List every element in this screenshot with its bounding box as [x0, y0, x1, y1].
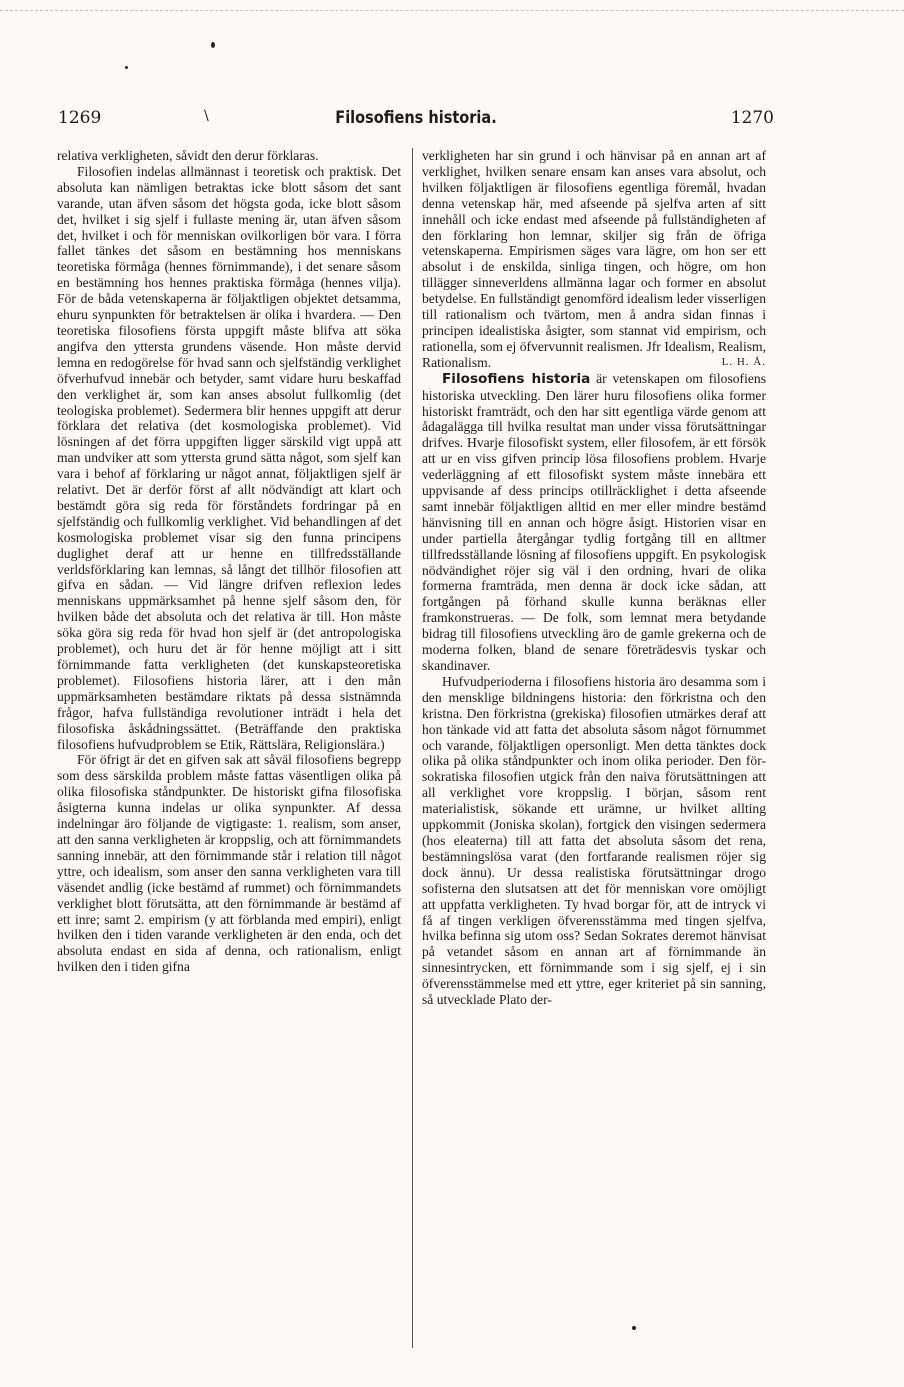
right-page-number: 1270	[730, 108, 774, 128]
paragraph	[422, 148, 766, 371]
header-mark: \	[204, 108, 209, 124]
left-column	[57, 148, 401, 975]
ink-speck	[632, 1326, 636, 1330]
paragraph: För öfrigt är det en gifven sak att såväl filosofiens begrepp som dess särskilda problem måste fattas väsentligen olika på olika filosofiska ståndpunkter. De historiskt gifna filosofiska åsigterna kunna indelas ur olika synpunkter. Af dessa indelningar äro följande de vigtigaste: 1. realism, som anser, att den sanna verkligheten är kroppslig, och att förnimmandets sanning innebär, att den förnimmande står i relation till något yttre, och idealism, som anser den sanna verkligheten vara till väsendet andlig (icke bestämd af rummet) och förnimmandets verklighet blott förutsätta, att den förnimmande är bestämd af ett inre; samt 2. empirism (y att förblanda med empiri), enligt hvilken den i tiden varande verkligheten är den enda, och det absoluta endast en sida af denna, och rationalism, enligt hvilken den i tiden gifna	[57, 752, 401, 975]
right-column	[422, 148, 766, 1008]
paragraph: Hufvudperioderna i filosofiens historia äro desamma som i den mensklige bildningens historia: den förkristna och den kristna. Den förkristna (grekiska) filosofien utmärkes deraf att hon tänkade vid att fatta det absoluta såsom något förnummet och varande, följaktligen opersonligt. Men detta tänktes dock olika på olika ståndpunkter och inom olika perioder. Den för-sokratiska filosofien utgick från den naiva förutsättningen att all verklighet vore kroppslig. I början, såsom rent materialistisk, sökande ett urämne, ur hvilket allting uppkommit (Joniska skolan), fortgick den visingen sedermera (hos eleaterna) till att fatta det absoluta såsom det rena, bestämningslösa varat (den fortfarande realismen röjer sig dock ännu). Ur dessa realistiska förutsättningar drogo sofisterna den slutsatsen att det för menniskan vore omöjligt att uppfatta verkligheten. Ty hvad borgar för, att de intryck vi få af tingen verkligen öfverensstämma med tingen sjelfva, hvilka befinna sig utom oss? Sedan Sokrates deremot hänvisat på vetandet såsom en annan art af förnimmande än sinnesintrycken, ett förnimmande som i sig sjelf, ej i sin öfverensstämmelse med ett yttre, eger kriteriet på sin sanning, så utvecklade Plato der-	[422, 673, 766, 1008]
paragraph: Filosofien indelas allmännast i teoretisk och praktisk. Det absoluta kan nämligen betraktas icke blott såsom det sant varande, utan äfven såsom det högsta goda, icke blott såsom det, hvilket i sig sjelf i fullaste mening är, utan äfven såsom det, hvilket i och för menniskan ovilkorligen bör vara. I förra fallet tänkes det såsom en bestämning hos menniskans teoretiska förmåga (hennes förnimmande), i det senare såsom en bestämning hos hennes praktiska förmåga (hennes vilja). För de båda vetenskaperna är följaktligen objektet detsamma, ehuru synpunkten för betraktelsen är olika i hvardera. — Den teoretiska filosofiens första uppgift måste blifva att söka angifva den yttersta grundens väsende. Hon måste dervid lemna en redogörelse för hvad sann och sjelfständig verklighet öfverhufvud innebär och betyder, samt vidare huru beskaffad den verklighet är, som kan anses absolut fullkomlig (det teologiska problemet). Sedermera blir hennes uppgift att derur förklara det relativa (det kosmologiska problemet). Vid lösningen af det förra uppgiften ligger särskild vigt uppå att man undviker att som yttersta grund sätta något, som sjelf kan vara i behof af förklaring ur något annat, följaktligen sjelf är relativt. Det är derför först af allt nödvändigt att klart och bestämdt göra sig reda för förståndets fordringar på en sjelfständig och fullkomlig verklighet. Vid behandlingen af det kosmologiska problemet visar sig den funna principens duglighet deraf att ur henne en tillfredsställande verldsförklaring kan lemnas, så långt det tillhör filosofien att gifva en sådan. — Vid längre drifven reflexion ledes menniskans uppmärksamhet på henne sjelf såsom den, för hvilken både det absoluta och det relativa är till. Hon måste söka göra sig reda för hvad hon sjelf är (det antropologiska problemet), och huru det är för henne möjligt att i sitt förnimmande fatta verkligheten (det kunskapsteoretiska problemet). Filosofiens historia lärer, att i den mån uppmärksamheten bestämdare riktats på dessa sistnämnda frågor, hafva fullständiga revolutioner inträdt i hela det filosofiska åskådningssättet. (Beträffande den praktiska filosofiens hufvudproblem se Etik, Rättslära, Religionslära.)	[57, 163, 401, 752]
left-page-number: 1269	[58, 108, 102, 128]
scan-edge-line	[0, 10, 904, 11]
article-heading: Filosofiens historia	[442, 370, 591, 387]
running-title: Filosofiens historia.	[335, 108, 497, 127]
article-paragraph	[422, 371, 766, 674]
author-signature: L. H. Å.	[721, 355, 766, 368]
ink-speck	[125, 66, 128, 69]
page-header	[58, 108, 774, 132]
paragraph-text: är vetenskapen om filosofiens historiska utveckling. Den lärer huru filosofiens olika former historiskt framträdt, och den har sitt egentliga värde genom att ådagalägga till hvilka resultat man under vissa förutsättningar drifves. Hvarje filosofiskt system, eller filosofem, är ett försök att ur en viss gifven princip lösa filosofiens problem. Hvarje vederläggning af ett filosofiskt system måste innebära ett uppvisande af dess princips otillräcklighet i detta afseende samt innebär följaktligen alltid en mer eller mindre bestämd hänvisning till en annan och högre åsigt. Historien visar en under partiella återgångar tydlig fortgång till en alltmer tillfredsställande lösning af filosofiens uppgift. En psykologisk nödvändighet röjer sig väl i den ordning, hvari de olika formerna framträda, men denna är dock icke sådan, att fortgången på förhand skulle kunna beräknas eller framkonstrueras. — De folk, som lemnat mera betydande bidrag till filosofiens utveckling äro de gamle grekerna och de moderna folken, bland de senare företrädesvis tyskar och skandinaver.	[422, 370, 766, 673]
paragraph: relativa verkligheten, såvidt den derur förklaras.	[57, 148, 319, 163]
ink-speck	[211, 42, 215, 48]
paragraph-text: verkligheten har sin grund i och hänvisar på en annan art af verklighet, hvilken senare ensam kan anses vara absolut, och hvilken följaktligen är filosofiens egentliga föremål, hvadan denna vetenskap här, med afseende på sjelfva arten af sitt innehåll och icke endast med afseende på fullständigheten af den förklaring hon lemnar, skiljer sig från de öfriga vetenskaperna. Empirismen säges vara lägre, om hon ser ett absolut i de enskilda, sinliga tingen, och högre, om hon tillägger sinneverldens allmänna lagar och former en absolut betydelse. En fullständigt genomförd idealism leder visserligen till rationalism och tvärtom, men å andra sidan finnas i principen idealistiska åsigter, som stannat vid empirism, och rationella, som ej öfvervunnit realismen. Jfr Idealism, Realism, Rationalism.	[422, 148, 766, 370]
column-divider	[412, 148, 413, 1348]
